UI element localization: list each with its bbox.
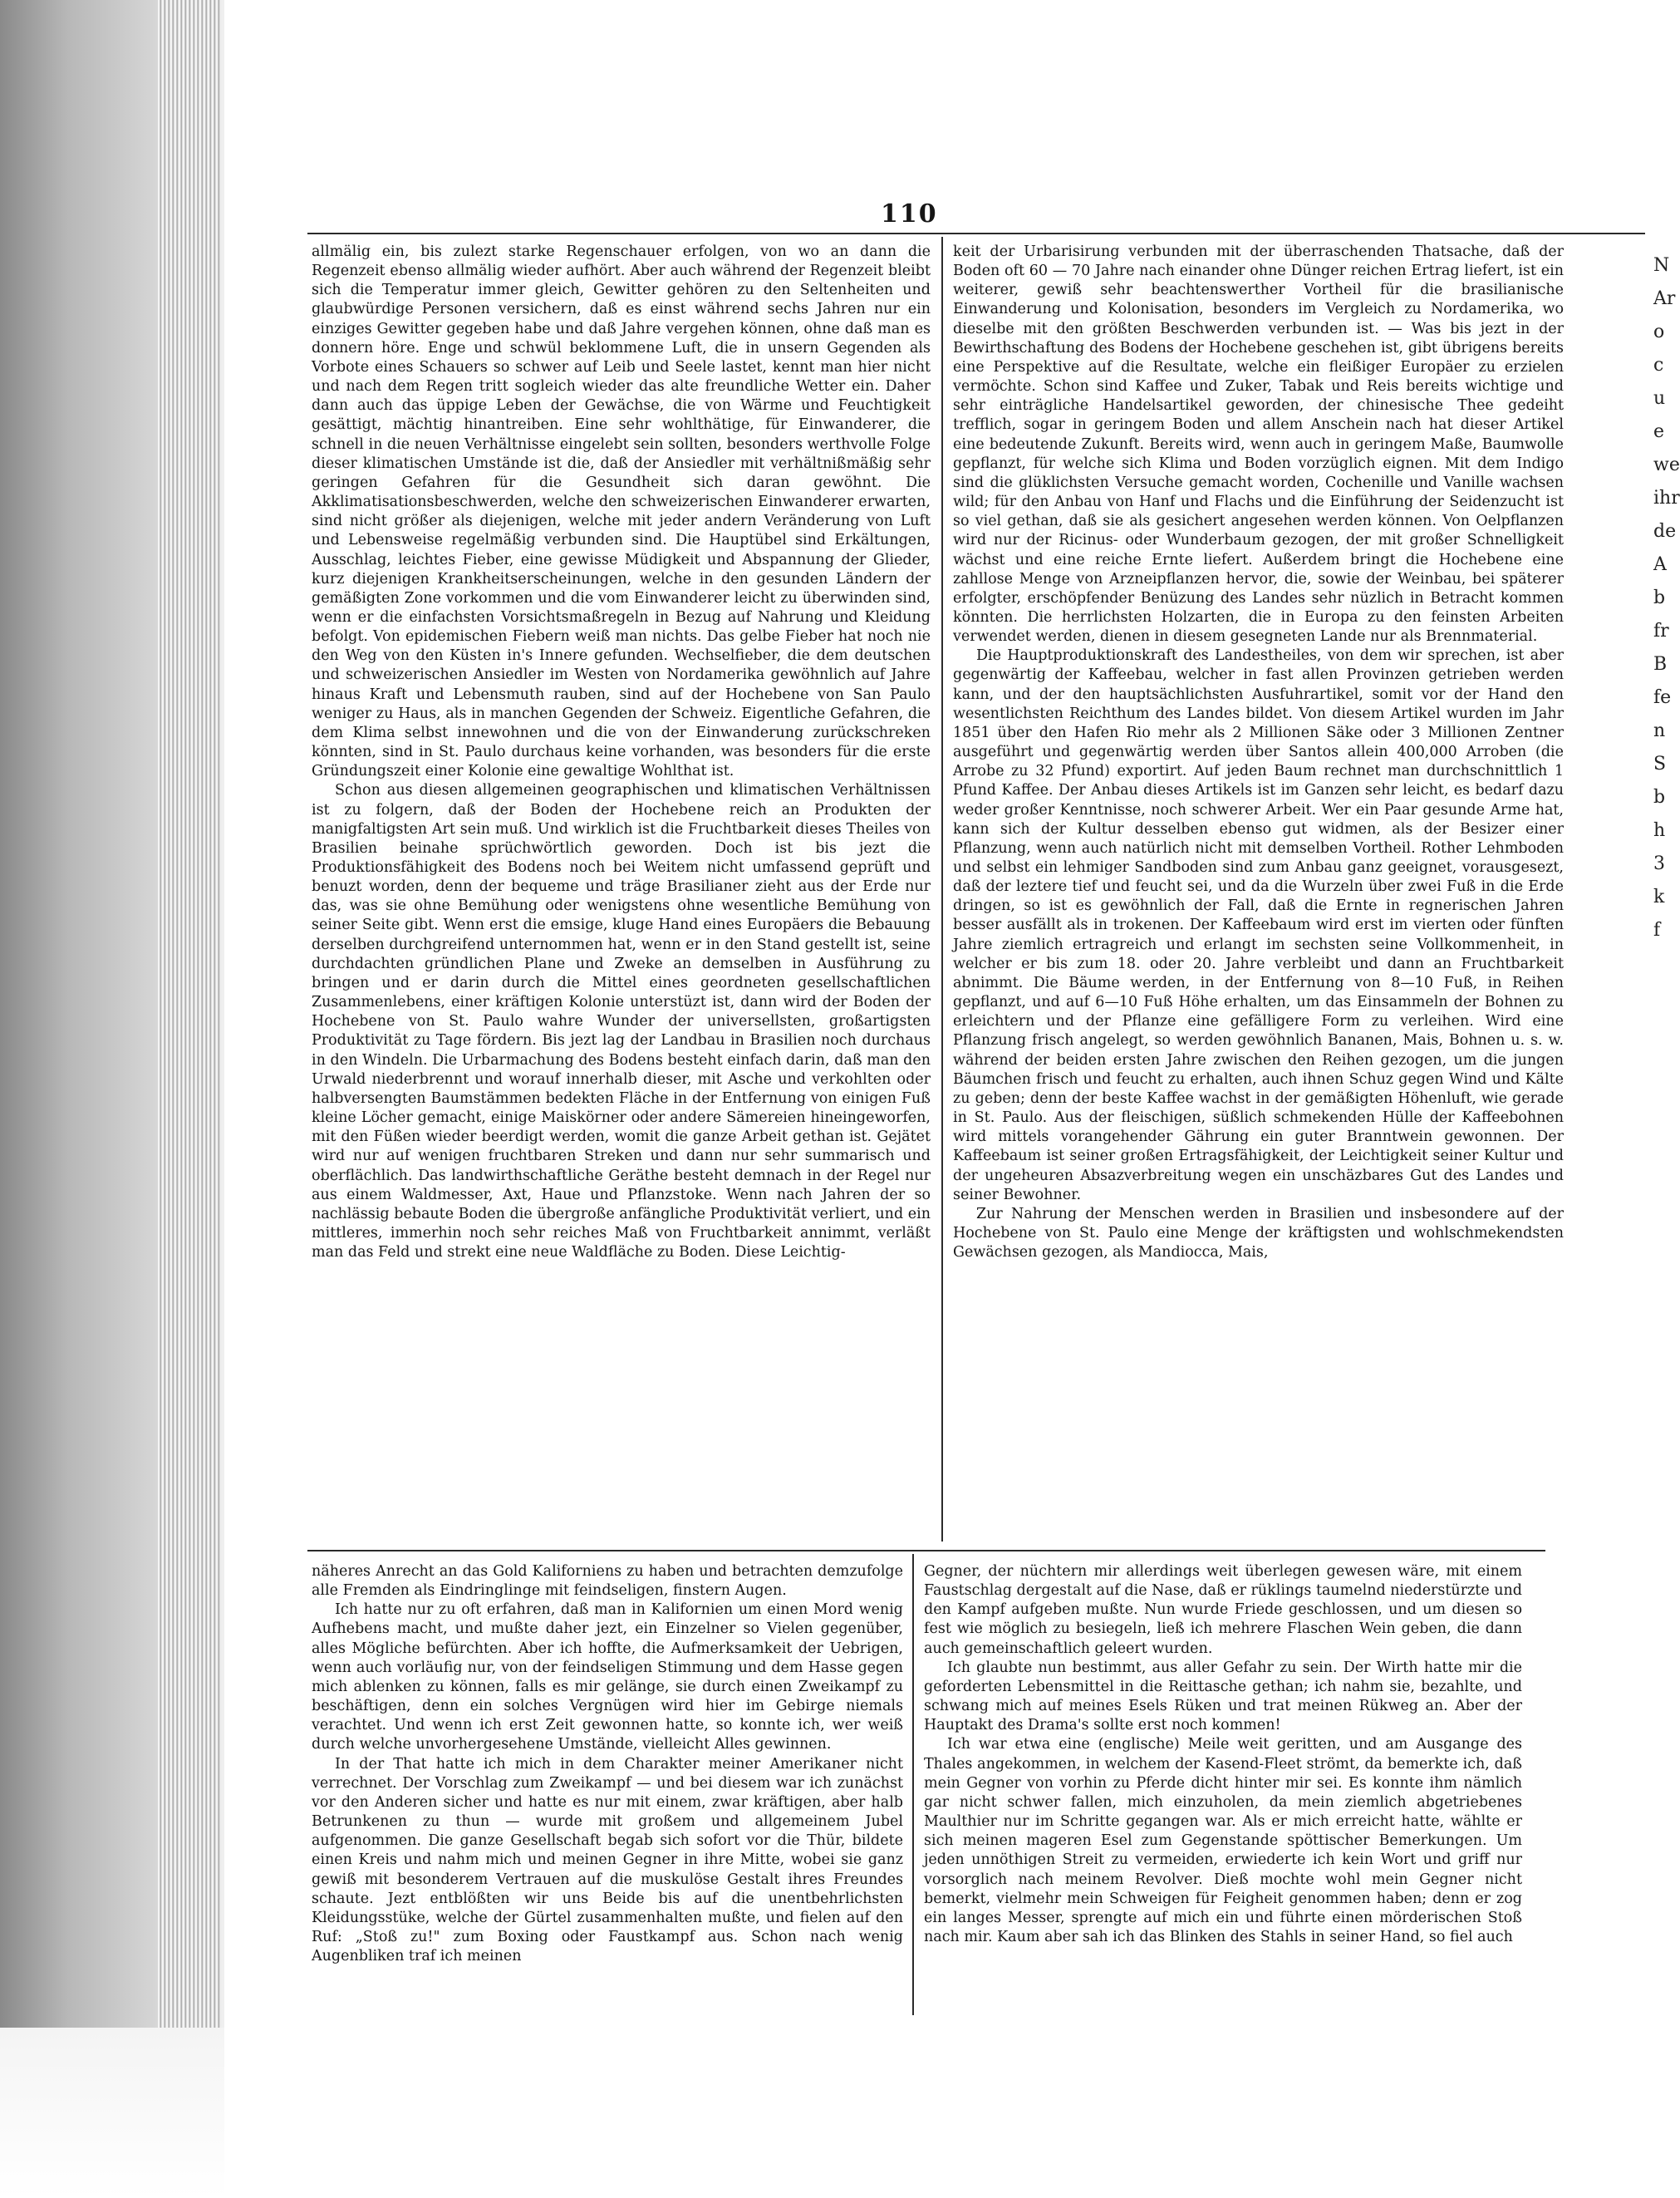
page-edges (158, 0, 220, 2028)
bottom-right-column (924, 1562, 1522, 1947)
margin-fragment: b (1653, 588, 1666, 608)
margin-fragment: S (1653, 754, 1667, 774)
margin-fragment: we (1653, 455, 1680, 475)
header-rule (307, 233, 1645, 234)
paragraph: Ich war etwa eine (englische) Meile weit geritten, und am Ausgange des Thales angekommen, in welchem der Kasend-Fleet strömt, da bemerkte ich, daß mein Gegner von vorhin zu Pferde dicht hinter mir sei. Es konnte ihm nämlich gar nicht schwer fallen, mich einzuholen, da mein ziemlich abgetriebenes Maulthier nur im Schritte gegangen war. Als er mich erreicht hatte, wählte er sich meinen mageren Esel zum Gegenstande spöttischer Bemerkungen. Um jeden unnöthigen Streit zu vermeiden, erwiederte ich kein Wort und griff nur vorsorglich nach meinem Revolver. Dieß mochte wohl mein Gegner nicht bemerkt, vielmehr mein Schweigen für Feigheit genommen haben; denn er zog ein langes Messer, sprengte auf mich ein und führte einen mörderischen Stoß nach mir. Kaum aber sah ich das Blinken des Stahls in seiner Hand, so fiel auch (924, 1736, 1522, 1945)
paragraph: Ich hatte nur zu oft erfahren, daß man in Kalifornien um einen Mord wenig Aufhebens macht, und mußte daher jezt, ein Einzelner so Vielen gegenüber, alles Mögliche befürchten. Aber ich hoffte, die Aufmerksamkeit der Uebrigen, wenn auch vorläufig nur, von der feindseligen Stimmung und dem Hasse gegen mich ablenken zu können, falls es mir gelänge, sie durch einen Zweikampf zu beschäftigen, denn ein solches Vergnügen wird hier im Gebirge niemals verachtet. Und wenn ich erst Zeit gewonnen hatte, so konnte ich, wer weiß durch welche unvorhergesehene Umstände, vielleicht Alles gewinnen. (312, 1601, 903, 1753)
margin-fragment: u e (1653, 388, 1666, 442)
paragraph: keit der Urbarisirung verbunden mit der überraschenden Thatsache, daß der Boden oft 60 — 70 Jahre nach einander ohne Dünger reichen Ertrag liefert, ist ein weiterer, gewiß sehr beachtenswerther Vortheil für die brasilianische Einwanderung und Kolonisation, besonders im Vergleich zu Nordamerika, wo dieselbe mit den größten Beschwerden verbunden ist. — Was bis jezt in der Bewirthschaftung des Bodens der Hochebene geschehen ist, gibt übrigens bereits eine Perspektive auf die Resultate, welche ein fleißiger Europäer zu erzielen vermöchte. Schon sind Kaffee und Zuker, Tabak und Reis bereits wichtige und sehr einträgliche Handelsartikel geworden, der chinesische Thee gedeiht trefflich, sogar in geringem Boden und allem Anschein nach hat dieser Artikel eine bedeutende Zukunft. Bereits wird, wenn auch in geringem Maße, Baumwolle gepflanzt, für welche sich Klima und Boden vorzüglich eignen. Mit dem Indigo sind die glüklichsten Versuche gemacht worden, Cochenille und Vanille wachsen wild; für den Anbau von Hanf und Flachs und die Einführung der Seidenzucht ist so viel gethan, daß sie als gesichert angesehen werden können. Von Oelpflanzen wird nur der Ricinus- oder Wunderbaum gezogen, der mit großer Schnelligkeit wächst und eine reiche Ernte liefert. Außerdem bringt die Hochebene eine zahllose Menge von Arzneipflanzen hervor, die, sowie der Weinbau, bei späterer erfolgter, erschöpfender Benüzung des Landes sehr nüzlich in Betracht kommen könnten. Die herrlichsten Holzarten, die in Europa zu den feinsten Arbeiten verwendet werden, dienen in diesem gesegneten Lande nur als Brennmaterial. (953, 243, 1564, 646)
bottom-left-column (312, 1562, 903, 1966)
paragraph: Zur Nahrung der Menschen werden in Brasilien und insbesondere auf der Hochebene von St. Paulo eine Menge der kräftigsten und wohlschmekendsten Gewächsen gezogen, als Mandiocca, Mais, (953, 1205, 1564, 1261)
paragraph: allmälig ein, bis zulezt starke Regenschauer erfolgen, von wo an dann die Regenzeit ebenso allmälig wieder aufhört. Aber auch während der Regenzeit bleibt sich die Temperatur immer gleich, Gewitter gehören zu den Seltenheiten und glaubwürdige Personen versichern, daß es einst während sechs Jahren nur ein einziges Gewitter gegeben habe und daß Jahre vergehen können, ohne daß man es donnern höre. Enge und schwül beklommene Luft, die in unsern Gegenden als Vorbote eines Schauers so schwer auf Leib und Seele lastet, kennt man hier nicht und nach dem Regen tritt sogleich wieder das alte freundliche Wetter ein. Daher dann auch das üppige Leben der Gewächse, die von Wärme und Feuchtigkeit gesättigt, mächtig hinantreiben. Eine sehr wohlthätige, für Einwanderer, die schnell in die neuen Verhältnisse eingelebt sein sollten, besonders werthvolle Folge dieser klimatischen Umstände ist die, daß der Ansiedler mit verhältnißmäßig sehr geringen Gefahren für die Gesundheit sich daran gewöhnt. Die Akklimatisationsbeschwerden, welche den schweizerischen Einwanderer erwarten, sind nicht größer als diejenigen, welche mit jeder andern Veränderung von Luft und Lebensweise regelmäßig verbunden sind. Die Hauptübel sind Erkältungen, Ausschlag, leichtes Fieber, eine gewisse Müdigkeit und Abspannung der Glieder, kurz diejenigen Krankheitserscheinungen, welche in den gesunden Ländern der gemäßigten Zone vorkommen und die vom Einwanderer leicht zu überwinden sind, wenn er die einfachsten Vorsichtsmaßregeln in Bezug auf Nahrung und Kleidung befolgt. Von epidemischen Fiebern weiß man nichts. Das gelbe Fieber hat noch nie den Weg von den Küsten in's Innere gefunden. Wechselfieber, die dem deutschen und schweizerischen Ansiedler im Westen von Nordamerika gewöhnlich auf Jahre hinaus Kraft und Lebensmuth rauben, sind auf der Hochebene von San Paulo weniger zu Haus, als in manchen Gegenden der Schweiz. Eigentliche Gefahren, die dem Klima selbst innewohnen und die von der Einwanderung zurückschreken könnten, sind in St. Paulo durchaus keine vorhanden, was besonders für die erste Gründungszeit einer Kolonie eine gewaltige Wohlthat ist. (312, 243, 931, 780)
top-right-column (953, 243, 1564, 1262)
margin-fragment: k (1653, 887, 1665, 907)
margin-fragment: N (1653, 255, 1670, 276)
margin-fragment: o c (1653, 322, 1665, 376)
column-divider-bottom (912, 1554, 914, 2015)
margin-fragment: fe (1653, 687, 1672, 708)
margin-fragment: b (1653, 787, 1666, 808)
right-margin-fragments (1653, 249, 1680, 1994)
page-number: 110 (881, 199, 938, 229)
margin-fragment: h (1653, 820, 1666, 841)
top-left-column (312, 243, 931, 1262)
paragraph: näheres Anrecht an das Gold Kaliforniens zu haben und betrachten demzufolge alle Fremden als Eindringlinge mit feindseligen, finstern Augen. (312, 1563, 903, 1600)
paragraph: Ich glaubte nun bestimmt, aus aller Gefahr zu sein. Der Wirth hatte mir die geforderten Lebensmittel in die Reittasche gethan; ich nahm sie, bezahlte, und schwang mich auf meines Esels Rüken und trat meinen Rükweg an. Aber der Hauptakt des Drama's sollte erst noch kommen! (924, 1659, 1522, 1734)
paragraph: Gegner, der nüchtern mir allerdings weit überlegen gewesen wäre, mit einem Faustschlag dergestalt auf die Nase, daß er rüklings taumelnd niederstürzte und den Kampf aufgeben mußte. Nun wurde Friede geschlossen, und um diesen so fest wie möglich zu besiegeln, ließ ich mehrere Flaschen Wein geben, die dann auch gemeinschaftlich geleert wurden. (924, 1563, 1522, 1657)
paragraph: Schon aus diesen allgemeinen geographischen und klimatischen Verhältnissen ist zu folgern, daß der Boden der Hochebene reich an Produkten der manigfaltigsten Art sein muß. Und wirklich ist die Fruchtbarkeit dieses Theiles von Brasilien beinahe sprüchwörtlich geworden. Doch ist bis jezt die Produktionsfähigkeit des Bodens noch bei Weitem nicht umfassend geprüft und benuzt worden, denn der bequeme und träge Brasilianer zieht aus der Erde nur das, was sie ohne Bemühung oder wenigstens ohne wesentliche Bemühung von seiner Seite gibt. Wenn erst die emsige, kluge Hand eines Europäers die Bebauung derselben durchgreifend unternommen hat, wenn er in den Stand gestellt ist, seine durchdachten gründlichen Plane und Zweke an demselben in Ausführung zu bringen und er darin durch die Mittel eines geordneten gesellschaftlichen Zusammenlebens, einer kräftigen Kolonie unterstüzt ist, dann wird der Boden der Hochebene von St. Paulo wahre Wunder der universellsten, großartigsten Produktivität zu Tage fördern. Bis jezt lag der Landbau in Brasilien noch durchaus in den Windeln. Die Urbarmachung des Bodens besteht einfach darin, daß man den Urwald niederbrennt und worauf innerhalb dieser, mit Asche und verkohlten oder halbversengten Baumstämmen bedekten Fläche in der Entfernung von einigen Fuß kleine Löcher gemacht, einige Maiskörner oder andere Sämereien hineingeworfen, mit den Füßen wieder beerdigt werden, womit die ganze Arbeit gethan ist. Gejätet wird nur auf wenigen fruchtbaren Streken und dann nur sehr summarisch und oberflächlich. Das landwirthschaftliche Geräthe besteht demnach in der Regel nur aus einem Waldmesser, Axt, Haue und Pflanzstoke. Wenn nach Jahren der so nachlässig bebaute Boden die übergroße anfängliche Produktivität verliert, und ein mittleres, immerhin noch sehr reiches Maß von Fruchtbarkeit annimmt, verläßt man das Feld und strekt eine neue Waldfläche zu Boden. Diese Leichtig- (312, 782, 931, 1261)
section-divider (307, 1550, 1545, 1551)
paragraph: In der That hatte ich mich in dem Charakter meiner Amerikaner nicht verrechnet. Der Vorschlag zum Zweikampf — und bei diesem war ich zunächst vor den Anderen sicher und hatte es nur mit einem, zwar kräftigen, aber halb Betrunkenen zu thun — wurde mit großem und allgemeinem Jubel aufgenommen. Die ganze Gesellschaft begab sich sofort vor die Thür, bildete einen Kreis und nahm mich und meinen Gegner in ihre Mitte, wobei sie ganz gewiß mit besonderem Vertrauen auf die muskulöse Gestalt ihres Freundes schaute. Jezt entblößten wir uns Beide bis auf die unentbehrlichsten Kleidungsstüke, welche der Gürtel zusammenhalten mußte, und fielen auf den Ruf: „Stoß zu!" zum Boxing oder Faustkampf aus. Schon nach wenig Augenbliken traf ich meinen (312, 1755, 903, 1965)
margin-fragment: n (1653, 720, 1666, 741)
margin-fragment: de (1653, 521, 1677, 542)
column-divider-top (941, 237, 943, 1542)
margin-fragment: B (1653, 654, 1668, 675)
margin-fragment: Ar (1653, 288, 1676, 309)
margin-fragment: 3 (1653, 853, 1665, 874)
margin-fragment: fr (1653, 621, 1669, 642)
margin-fragment: f (1653, 920, 1661, 941)
paragraph: Die Hauptproduktionskraft des Landestheiles, von dem wir sprechen, ist aber gegenwärtig der Kaffeebau, welcher in fast allen Provinzen getrieben werden kann, und der den hauptsächlichsten Ausfuhrartikel, somit vor der Hand den wesentlichsten Reichthum des Landes bildet. Von diesem Artikel wurden im Jahr 1851 über den Hafen Rio mehr als 2 Millionen Säke oder 3 Millionen Zentner ausgeführt und gegenwärtig werden über Santos allein 400,000 Arroben (die Arrobe zu 32 Pfund) exportirt. Auf jeden Baum rechnet man durchschnittlich 1 Pfund Kaffee. Der Anbau dieses Artikels ist im Ganzen sehr leicht, es bedarf dazu weder großer Kenntnisse, noch schwerer Arbeit. Wer ein Paar gesunde Arme hat, kann sich der Kultur desselben ebenso gut widmen, als der Besizer einer Pflanzung, wenn auch natürlich nicht mit demselben Vortheil. Rother Lehmboden und selbst ein lehmiger Sandboden sind zum Anbau ganz geeignet, vorausgesezt, daß der leztere tief und feucht sei, und da die Wurzeln über zwei Fuß in die Erde dringen, so ist es gewöhnlich der Fall, daß die Ernte in regnerischen Jahren besser ausfällt als in trokenen. Der Kaffeebaum wird erst im vierten oder fünften Jahre ziemlich ertragreich und erlangt im sechsten seine Vollkommenheit, in welcher er bis zum 18. oder 20. Jahre verbleibt und dann an Fruchtbarkeit abnimmt. Die Bäume werden, in der Entfernung von 8—10 Fuß, in Reihen gepflanzt, und auf 6—10 Fuß Höhe erhalten, um das Einsammeln der Bohnen zu erleichtern und der Pflanze eine gefälligere Form zu verleihen. Wird eine Pflanzung frisch angelegt, so werden gewöhnlich Bananen, Mais, Bohnen u. s. w. während der beiden ersten Jahre zwischen den Reihen gezogen, um die jungen Bäumchen frisch und feucht zu erhalten, auch ihnen Schuz gegen Wind und Kälte zu geben; denn der beste Kaffee wachst in der gemäßigten Höhenluft, wie gerade in St. Paulo. Aus der fleischigen, süßlich schmekenden Hülle der Kaffeebohnen wird mittels vorangehender Gährung ein guter Branntwein gewonnen. Der Kaffeebaum ist seiner großen Ertragsfähigkeit, der Leichtigkeit seiner Kultur und der ungeheuren Absazverbreitung wegen ein unschäzbares Gut des Landes und seiner Bewohner. (953, 647, 1564, 1203)
margin-fragment: A (1653, 554, 1667, 575)
margin-fragment: ihr (1653, 488, 1680, 509)
